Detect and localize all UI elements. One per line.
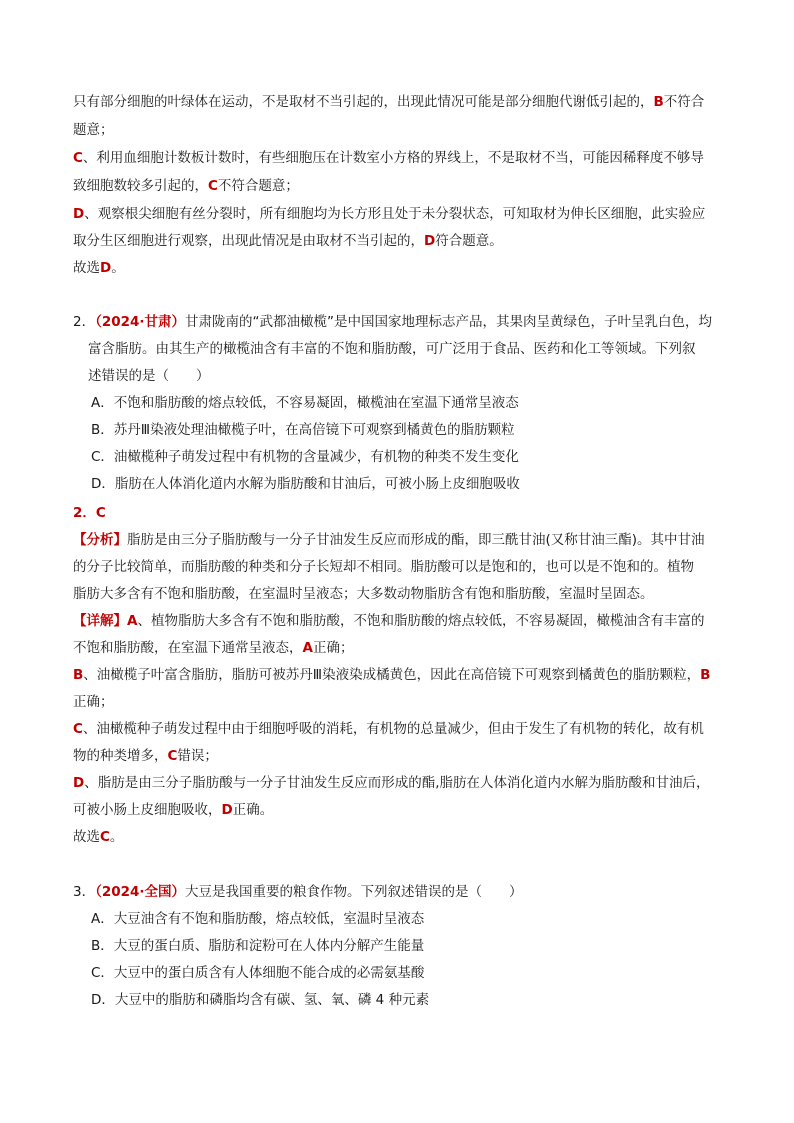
text-line: C、利用血细胞计数板计数时，有些细胞压在计数室小方格的界线上，不是取材不当，可能因稀释度不够导 xyxy=(73,150,704,166)
detail-line: C、油橄榄种子萌发过程中由于细胞呼吸的消耗，有机物的总量减少，但由于发生了有机物的转化，故有机 xyxy=(73,721,704,737)
detail-line: D、脂肪是由三分子脂肪酸与一分子甘油发生反应而形成的酯,脂肪在人体消化道内水解为脂肪酸和甘油后， xyxy=(73,775,710,791)
question-3-option-a: A．大豆油含有不饱和脂肪酸，熔点较低，室温时呈液态 xyxy=(91,911,425,927)
question-2-answer: 2．C xyxy=(73,505,106,521)
detail-line: B、油橄榄子叶富含脂肪，脂肪可被苏丹Ⅲ染液染成橘黄色，因此在高倍镜下可观察到橘黄色的脂肪颗粒，B xyxy=(73,667,711,683)
detail-line: 物的种类增多，C错误； xyxy=(73,748,218,764)
question-2-stem-cont: 富含脂肪。由其生产的橄榄油含有丰富的不饱和脂肪酸，可广泛用于食品、医药和化工等领域。下列叙 xyxy=(88,341,696,357)
question-2-option-a: A．不饱和脂肪酸的熔点较低，不容易凝固，橄榄油在室温下通常呈液态 xyxy=(91,395,519,411)
question-2-stem: 2．（2024·甘肃）甘肃陇南的“武都油橄榄”是中国国家地理标志产品，其果肉呈黄绿色，子叶呈乳白色，均 xyxy=(73,314,713,330)
question-3-option-d: D．大豆中的脂肪和磷脂均含有碳、氢、氧、磷 4 种元素 xyxy=(91,992,430,1008)
question-2-stem-cont: 述错误的是（ ） xyxy=(88,368,210,384)
detail-line: 正确； xyxy=(73,694,114,710)
answer-line: 故选D。 xyxy=(73,260,125,276)
detail-line: 可被小肠上皮细胞吸收，D正确。 xyxy=(73,802,274,818)
analysis-line: 脂肪大多含有不饱和脂肪酸，在室温时呈液态；大多数动物脂肪含有饱和脂肪酸，室温时呈固态。 xyxy=(73,586,654,602)
question-2-option-b: B．苏丹Ⅲ染液处理油橄榄子叶，在高倍镜下可观察到橘黄色的脂肪颗粒 xyxy=(91,422,515,438)
question-2-option-c: C．油橄榄种子萌发过程中有机物的含量减少，有机物的种类不发生变化 xyxy=(91,449,519,465)
question-2-option-d: D．脂肪在人体消化道内水解为脂肪酸和甘油后，可被小肠上皮细胞吸收 xyxy=(91,476,520,492)
text-line: 题意； xyxy=(73,122,114,138)
text-line: D、观察根尖细胞有丝分裂时，所有细胞均为长方形且处于未分裂状态，可知取材为伸长区细胞，此实验应 xyxy=(73,206,706,222)
text-line: 取分生区细胞进行观察，出现此情况是由取材不当引起的，D符合题意。 xyxy=(73,233,503,249)
analysis-line: 【分析】脂肪是由三分子脂肪酸与一分子甘油发生反应而形成的酯，即三酰甘油(又称甘油三酯)。其中甘油 xyxy=(73,532,705,548)
analysis-line: 的分子比较简单，而脂肪酸的种类和分子长短却不相同。脂肪酸可以是饱和的，也可以是不饱和的。植物 xyxy=(73,559,694,575)
detail-line: 不饱和脂肪酸，在室温下通常呈液态，A正确； xyxy=(73,640,354,656)
text-line: 致细胞数较多引起的，C不符合题意； xyxy=(73,178,299,194)
detail-line: 【详解】A、植物脂肪大多含有不饱和脂肪酸，不饱和脂肪酸的熔点较低，不容易凝固，橄榄油含有丰富的 xyxy=(73,613,705,629)
answer-line: 故选C。 xyxy=(73,829,124,845)
question-3-stem: 3．（2024·全国）大豆是我国重要的粮食作物。下列叙述错误的是（ ） xyxy=(73,884,523,900)
question-3-option-b: B．大豆的蛋白质、脂肪和淀粉可在人体内分解产生能量 xyxy=(91,938,425,954)
text-line: 只有部分细胞的叶绿体在运动，不是取材不当引起的，出现此情况可能是部分细胞代谢低引起的，B不符合 xyxy=(73,94,705,110)
question-3-option-c: C．大豆中的蛋白质含有人体细胞不能合成的必需氨基酸 xyxy=(91,965,425,981)
